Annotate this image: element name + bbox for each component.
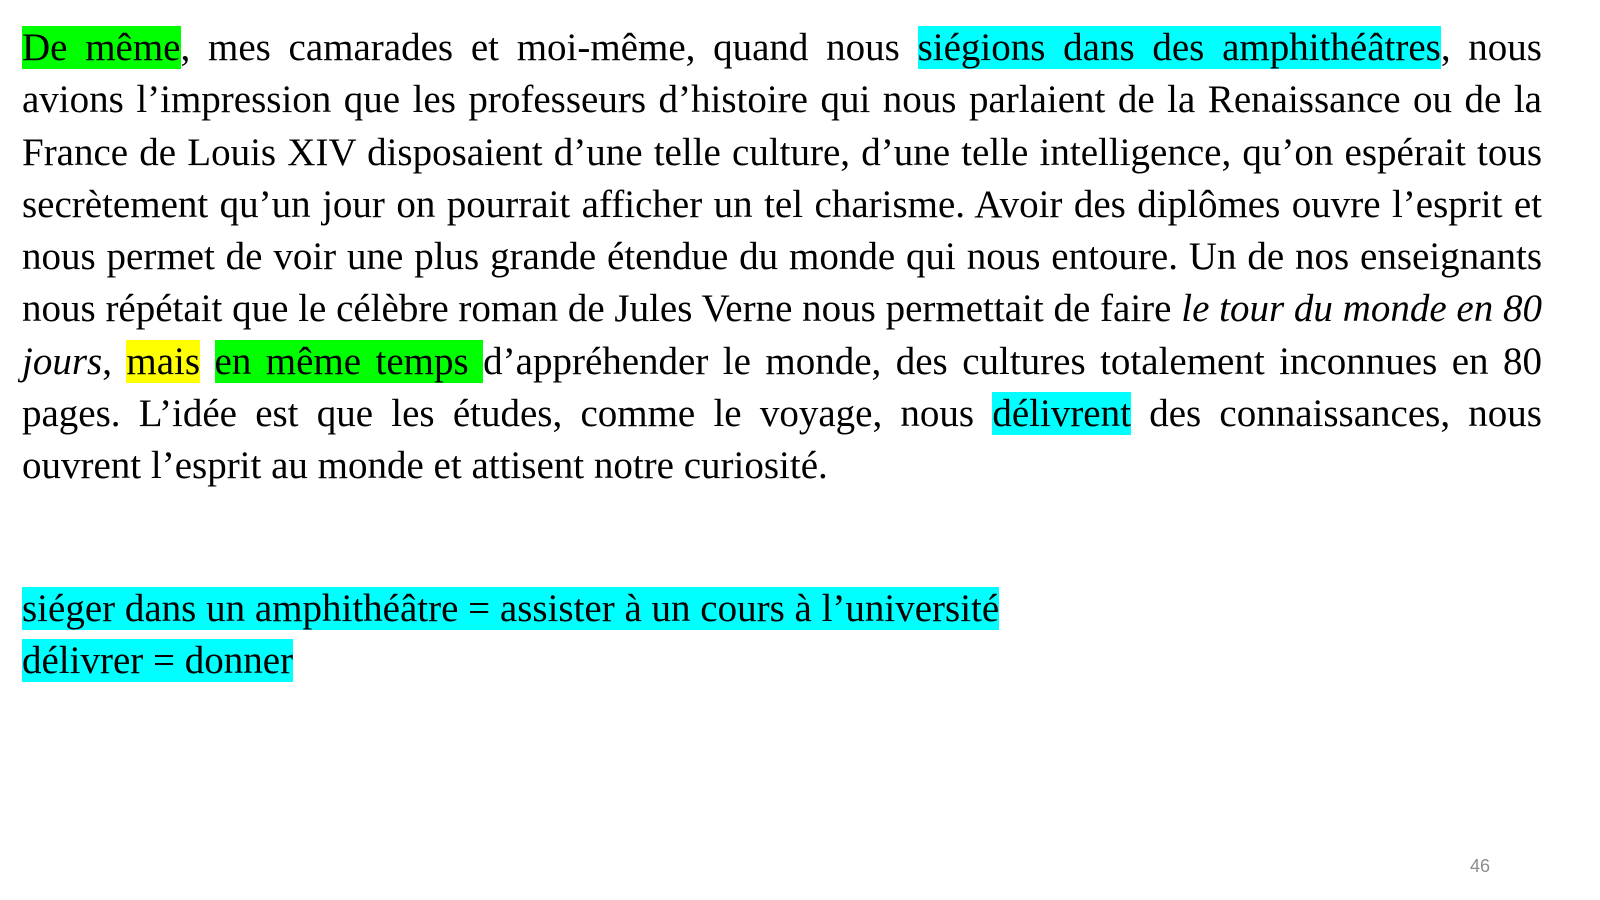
highlight-mais: mais <box>126 339 201 383</box>
text-segment <box>200 340 214 383</box>
text-segment: d’appréhender le monde, des cultures totalement inconnues en 80 pages. L’idée est que les études, comme le voyage, nous <box>22 339 1542 436</box>
glossary <box>22 583 999 688</box>
text-segment: , mes camarades et moi-même, quand nous <box>180 26 918 69</box>
glossary-entry-sieger <box>22 583 999 635</box>
highlight-en-meme-temps: en même temps <box>214 339 484 383</box>
text-segment: , nous avions l’impression que les professeurs d’histoire qui nous parlaient de la Renaissance ou de la France de Louis XIV disposaient d’une telle culture, d’une telle intelligence, qu’on espérait tous secrètement qu’un jour on pourrait afficher un tel charisme. Avoir des diplômes ouvre l’esprit et nous permet de voir une plus grande étendue du monde qui nous entoure. Un de nos enseignants nous répétait que le célèbre roman de Jules Verne nous permettait de faire <box>22 26 1542 331</box>
glossary-entry-delivrer <box>22 635 999 687</box>
glossary-entry-text: délivrer = donner <box>22 639 294 683</box>
text-segment: des connaissances, nous ouvrent l’esprit au monde et attisent notre curiosité. <box>22 392 1542 488</box>
body-paragraph <box>22 22 1542 493</box>
italic-book-title: le tour du monde en 80 jours <box>22 287 1542 383</box>
page-number: 46 <box>1470 856 1491 876</box>
text-segment: , <box>102 339 127 383</box>
highlight-delivrent: délivrent <box>992 392 1131 436</box>
highlight-de-meme: De même <box>22 26 181 69</box>
highlight-siegions-dans-des-amphitheatres: siégions dans des amphithéâtres <box>917 26 1441 69</box>
glossary-entry-text: siéger dans un amphithéâtre = assister à un cours à l’université <box>22 587 1000 630</box>
